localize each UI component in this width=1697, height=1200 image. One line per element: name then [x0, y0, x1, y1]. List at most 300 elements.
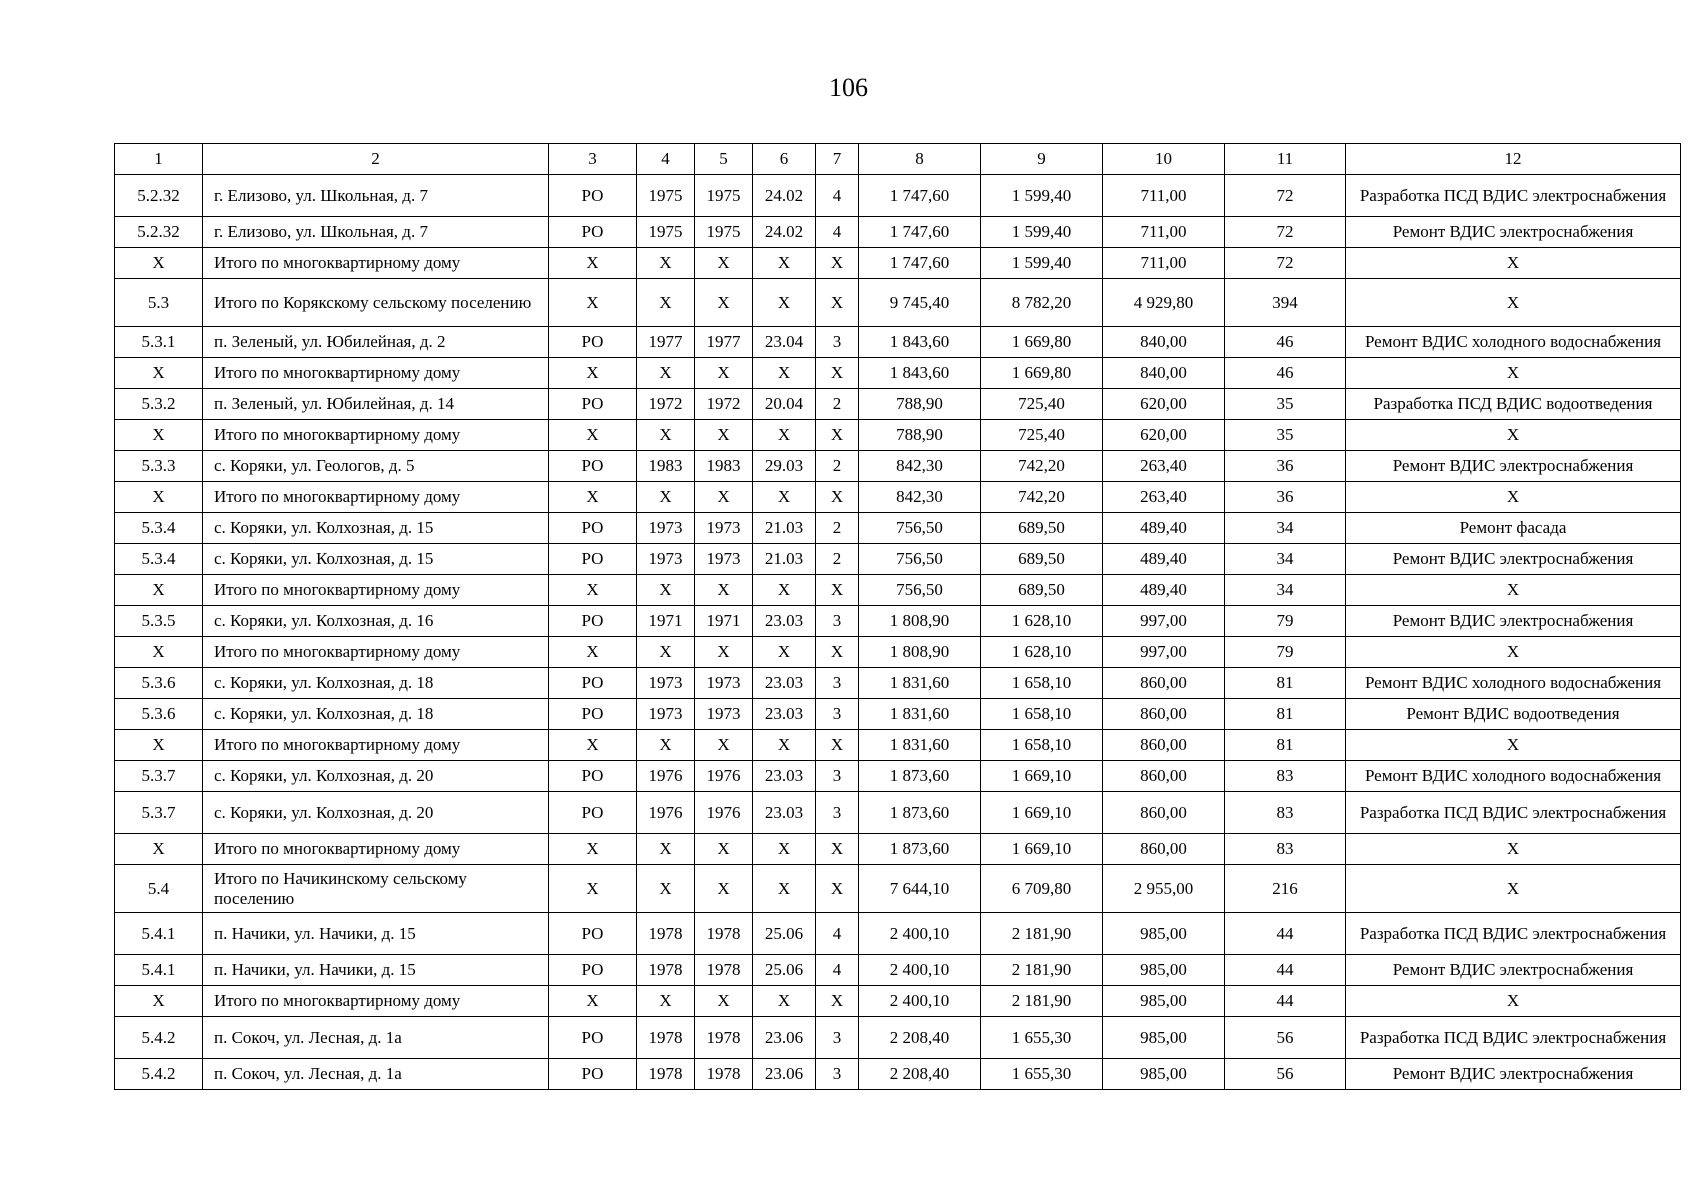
wall-material-cell: 29.03	[753, 451, 816, 482]
work-type-cell: Х	[1346, 248, 1681, 279]
residents-cell: 72	[1225, 217, 1346, 248]
table-row	[115, 865, 1681, 913]
residents-cell: 394	[1225, 279, 1346, 327]
wall-material-cell: 21.03	[753, 513, 816, 544]
work-type-cell: Разработка ПСД ВДИС электроснабжения	[1346, 792, 1681, 834]
residents-cell: 216	[1225, 865, 1346, 913]
living-area-cell: 1 669,80	[981, 327, 1103, 358]
year-built-cell: 1977	[637, 327, 695, 358]
total-area-cell: 756,50	[859, 575, 981, 606]
method-cell: Х	[549, 575, 637, 606]
work-type-cell: Х	[1346, 637, 1681, 668]
floors-cell: Х	[816, 482, 859, 513]
column-number-header: 3	[549, 144, 637, 175]
cost-cell: 985,00	[1103, 1017, 1225, 1059]
cost-cell: 489,40	[1103, 513, 1225, 544]
wall-material-cell: Х	[753, 420, 816, 451]
total-area-cell: 1 831,60	[859, 730, 981, 761]
residents-cell: 81	[1225, 730, 1346, 761]
method-cell: Х	[549, 834, 637, 865]
cost-cell: 263,40	[1103, 451, 1225, 482]
total-area-cell: 1 747,60	[859, 175, 981, 217]
floors-cell: Х	[816, 420, 859, 451]
total-area-cell: 842,30	[859, 451, 981, 482]
item-number-cell: 5.3.2	[115, 389, 203, 420]
year-commissioned-cell: 1975	[695, 217, 753, 248]
method-cell: РО	[549, 1059, 637, 1090]
capital-repair-table	[114, 143, 1681, 1090]
total-area-cell: 1 873,60	[859, 834, 981, 865]
address-cell: с. Коряки, ул. Колхозная, д. 20	[203, 792, 549, 834]
method-cell: РО	[549, 761, 637, 792]
wall-material-cell: 23.03	[753, 761, 816, 792]
cost-cell: 711,00	[1103, 248, 1225, 279]
year-built-cell: 1978	[637, 955, 695, 986]
year-commissioned-cell: 1972	[695, 389, 753, 420]
column-number-header: 9	[981, 144, 1103, 175]
wall-material-cell: 23.03	[753, 699, 816, 730]
living-area-cell: 1 655,30	[981, 1017, 1103, 1059]
method-cell: РО	[549, 327, 637, 358]
item-number-cell: Х	[115, 358, 203, 389]
method-cell: Х	[549, 482, 637, 513]
year-commissioned-cell: 1973	[695, 699, 753, 730]
floors-cell: 3	[816, 327, 859, 358]
cost-cell: 489,40	[1103, 544, 1225, 575]
cost-cell: 860,00	[1103, 761, 1225, 792]
year-built-cell: Х	[637, 279, 695, 327]
table-row	[115, 730, 1681, 761]
year-built-cell: 1971	[637, 606, 695, 637]
work-type-cell: Ремонт ВДИС электроснабжения	[1346, 217, 1681, 248]
item-number-cell: 5.3.5	[115, 606, 203, 637]
total-area-cell: 1 843,60	[859, 358, 981, 389]
work-type-cell: Разработка ПСД ВДИС электроснабжения	[1346, 1017, 1681, 1059]
wall-material-cell: Х	[753, 730, 816, 761]
wall-material-cell: Х	[753, 279, 816, 327]
method-cell: Х	[549, 865, 637, 913]
living-area-cell: 1 669,80	[981, 358, 1103, 389]
work-type-cell: Х	[1346, 420, 1681, 451]
table-row	[115, 792, 1681, 834]
residents-cell: 79	[1225, 606, 1346, 637]
table-row	[115, 248, 1681, 279]
address-cell: Итого по многоквартирному дому	[203, 986, 549, 1017]
floors-cell: Х	[816, 358, 859, 389]
residents-cell: 83	[1225, 761, 1346, 792]
total-area-cell: 1 747,60	[859, 248, 981, 279]
year-built-cell: 1978	[637, 1059, 695, 1090]
year-commissioned-cell: Х	[695, 248, 753, 279]
table-row	[115, 913, 1681, 955]
residents-cell: 34	[1225, 575, 1346, 606]
year-built-cell: 1978	[637, 1017, 695, 1059]
residents-cell: 83	[1225, 834, 1346, 865]
floors-cell: 3	[816, 1017, 859, 1059]
cost-cell: 997,00	[1103, 637, 1225, 668]
method-cell: РО	[549, 699, 637, 730]
method-cell: Х	[549, 248, 637, 279]
cost-cell: 985,00	[1103, 986, 1225, 1017]
wall-material-cell: Х	[753, 575, 816, 606]
year-commissioned-cell: Х	[695, 986, 753, 1017]
item-number-cell: 5.2.32	[115, 217, 203, 248]
cost-cell: 985,00	[1103, 1059, 1225, 1090]
table-row	[115, 668, 1681, 699]
year-commissioned-cell: Х	[695, 279, 753, 327]
column-number-header: 11	[1225, 144, 1346, 175]
wall-material-cell: Х	[753, 248, 816, 279]
year-commissioned-cell: 1978	[695, 955, 753, 986]
table-row	[115, 544, 1681, 575]
living-area-cell: 1 599,40	[981, 248, 1103, 279]
method-cell: Х	[549, 730, 637, 761]
item-number-cell: Х	[115, 420, 203, 451]
item-number-cell: 5.3.6	[115, 668, 203, 699]
item-number-cell: 5.3.1	[115, 327, 203, 358]
cost-cell: 263,40	[1103, 482, 1225, 513]
year-commissioned-cell: 1973	[695, 668, 753, 699]
floors-cell: 2	[816, 513, 859, 544]
item-number-cell: Х	[115, 834, 203, 865]
work-type-cell: Х	[1346, 986, 1681, 1017]
living-area-cell: 1 658,10	[981, 699, 1103, 730]
floors-cell: 4	[816, 913, 859, 955]
address-cell: г. Елизово, ул. Школьная, д. 7	[203, 175, 549, 217]
table-row	[115, 358, 1681, 389]
year-commissioned-cell: Х	[695, 420, 753, 451]
wall-material-cell: 24.02	[753, 175, 816, 217]
address-cell: с. Коряки, ул. Колхозная, д. 20	[203, 761, 549, 792]
work-type-cell: Х	[1346, 482, 1681, 513]
year-built-cell: 1973	[637, 668, 695, 699]
year-built-cell: Х	[637, 986, 695, 1017]
residents-cell: 56	[1225, 1017, 1346, 1059]
year-built-cell: Х	[637, 730, 695, 761]
residents-cell: 35	[1225, 389, 1346, 420]
cost-cell: 985,00	[1103, 955, 1225, 986]
residents-cell: 44	[1225, 955, 1346, 986]
address-cell: Итого по многоквартирному дому	[203, 482, 549, 513]
cost-cell: 4 929,80	[1103, 279, 1225, 327]
residents-cell: 72	[1225, 248, 1346, 279]
cost-cell: 997,00	[1103, 606, 1225, 637]
residents-cell: 36	[1225, 451, 1346, 482]
wall-material-cell: 25.06	[753, 955, 816, 986]
address-cell: Итого по Корякскому сельскому поселению	[203, 279, 549, 327]
table-row	[115, 279, 1681, 327]
method-cell: РО	[549, 606, 637, 637]
living-area-cell: 1 658,10	[981, 668, 1103, 699]
address-cell: с. Коряки, ул. Колхозная, д. 18	[203, 699, 549, 730]
table-row	[115, 451, 1681, 482]
item-number-cell: 5.2.32	[115, 175, 203, 217]
total-area-cell: 9 745,40	[859, 279, 981, 327]
total-area-cell: 7 644,10	[859, 865, 981, 913]
work-type-cell: Х	[1346, 358, 1681, 389]
total-area-cell: 1 808,90	[859, 606, 981, 637]
table-row	[115, 327, 1681, 358]
residents-cell: 46	[1225, 358, 1346, 389]
residents-cell: 72	[1225, 175, 1346, 217]
wall-material-cell: 25.06	[753, 913, 816, 955]
total-area-cell: 2 208,40	[859, 1059, 981, 1090]
table-row	[115, 175, 1681, 217]
living-area-cell: 1 599,40	[981, 217, 1103, 248]
column-number-header: 7	[816, 144, 859, 175]
wall-material-cell: Х	[753, 986, 816, 1017]
column-number-header: 6	[753, 144, 816, 175]
address-cell: с. Коряки, ул. Колхозная, д. 15	[203, 544, 549, 575]
year-built-cell: Х	[637, 865, 695, 913]
residents-cell: 36	[1225, 482, 1346, 513]
wall-material-cell: 23.06	[753, 1017, 816, 1059]
floors-cell: 3	[816, 761, 859, 792]
method-cell: РО	[549, 668, 637, 699]
address-cell: Итого по многоквартирному дому	[203, 575, 549, 606]
cost-cell: 860,00	[1103, 730, 1225, 761]
column-number-header: 5	[695, 144, 753, 175]
method-cell: Х	[549, 986, 637, 1017]
residents-cell: 35	[1225, 420, 1346, 451]
year-commissioned-cell: 1971	[695, 606, 753, 637]
total-area-cell: 788,90	[859, 420, 981, 451]
year-built-cell: Х	[637, 834, 695, 865]
column-number-header: 4	[637, 144, 695, 175]
column-number-header: 8	[859, 144, 981, 175]
year-commissioned-cell: Х	[695, 730, 753, 761]
residents-cell: 81	[1225, 668, 1346, 699]
wall-material-cell: Х	[753, 358, 816, 389]
wall-material-cell: Х	[753, 482, 816, 513]
living-area-cell: 2 181,90	[981, 913, 1103, 955]
item-number-cell: 5.3.7	[115, 761, 203, 792]
year-built-cell: Х	[637, 358, 695, 389]
cost-cell: 489,40	[1103, 575, 1225, 606]
work-type-cell: Ремонт ВДИС холодного водоснабжения	[1346, 668, 1681, 699]
residents-cell: 34	[1225, 544, 1346, 575]
living-area-cell: 725,40	[981, 420, 1103, 451]
year-commissioned-cell: Х	[695, 865, 753, 913]
residents-cell: 83	[1225, 792, 1346, 834]
total-area-cell: 1 747,60	[859, 217, 981, 248]
total-area-cell: 2 208,40	[859, 1017, 981, 1059]
year-built-cell: Х	[637, 575, 695, 606]
floors-cell: 3	[816, 699, 859, 730]
table-row	[115, 513, 1681, 544]
residents-cell: 56	[1225, 1059, 1346, 1090]
method-cell: РО	[549, 451, 637, 482]
total-area-cell: 842,30	[859, 482, 981, 513]
address-cell: Итого по многоквартирному дому	[203, 358, 549, 389]
wall-material-cell: 23.03	[753, 792, 816, 834]
living-area-cell: 689,50	[981, 575, 1103, 606]
cost-cell: 711,00	[1103, 175, 1225, 217]
year-built-cell: Х	[637, 482, 695, 513]
method-cell: РО	[549, 955, 637, 986]
residents-cell: 44	[1225, 913, 1346, 955]
column-number-header: 2	[203, 144, 549, 175]
address-cell: п. Сокоч, ул. Лесная, д. 1а	[203, 1017, 549, 1059]
wall-material-cell: Х	[753, 865, 816, 913]
residents-cell: 81	[1225, 699, 1346, 730]
table-row	[115, 761, 1681, 792]
wall-material-cell: Х	[753, 637, 816, 668]
total-area-cell: 2 400,10	[859, 986, 981, 1017]
work-type-cell: Ремонт ВДИС электроснабжения	[1346, 1059, 1681, 1090]
method-cell: Х	[549, 358, 637, 389]
living-area-cell: 689,50	[981, 544, 1103, 575]
work-type-cell: Ремонт ВДИС электроснабжения	[1346, 451, 1681, 482]
residents-cell: 79	[1225, 637, 1346, 668]
living-area-cell: 2 181,90	[981, 955, 1103, 986]
living-area-cell: 2 181,90	[981, 986, 1103, 1017]
year-commissioned-cell: Х	[695, 637, 753, 668]
address-cell: п. Сокоч, ул. Лесная, д. 1а	[203, 1059, 549, 1090]
item-number-cell: Х	[115, 986, 203, 1017]
floors-cell: Х	[816, 575, 859, 606]
wall-material-cell: 23.03	[753, 668, 816, 699]
floors-cell: Х	[816, 834, 859, 865]
method-cell: Х	[549, 279, 637, 327]
item-number-cell: Х	[115, 575, 203, 606]
address-cell: Итого по многоквартирному дому	[203, 730, 549, 761]
floors-cell: 2	[816, 544, 859, 575]
method-cell: РО	[549, 217, 637, 248]
column-number-header: 1	[115, 144, 203, 175]
year-built-cell: 1973	[637, 544, 695, 575]
cost-cell: 985,00	[1103, 913, 1225, 955]
work-type-cell: Ремонт ВДИС электроснабжения	[1346, 544, 1681, 575]
work-type-cell: Х	[1346, 834, 1681, 865]
year-commissioned-cell: 1978	[695, 1059, 753, 1090]
work-type-cell: Ремонт ВДИС холодного водоснабжения	[1346, 761, 1681, 792]
work-type-cell: Х	[1346, 730, 1681, 761]
address-cell: Итого по многоквартирному дому	[203, 248, 549, 279]
cost-cell: 860,00	[1103, 699, 1225, 730]
address-cell: с. Коряки, ул. Колхозная, д. 18	[203, 668, 549, 699]
address-cell: п. Начики, ул. Начики, д. 15	[203, 913, 549, 955]
method-cell: РО	[549, 175, 637, 217]
total-area-cell: 2 400,10	[859, 955, 981, 986]
method-cell: РО	[549, 913, 637, 955]
table-row	[115, 1059, 1681, 1090]
table-row	[115, 420, 1681, 451]
total-area-cell: 1 873,60	[859, 792, 981, 834]
table-row	[115, 482, 1681, 513]
item-number-cell: Х	[115, 730, 203, 761]
address-cell: Итого по многоквартирному дому	[203, 420, 549, 451]
address-cell: с. Коряки, ул. Колхозная, д. 15	[203, 513, 549, 544]
item-number-cell: 5.3.4	[115, 513, 203, 544]
work-type-cell: Разработка ПСД ВДИС водоотведения	[1346, 389, 1681, 420]
address-cell: с. Коряки, ул. Геологов, д. 5	[203, 451, 549, 482]
item-number-cell: 5.4.2	[115, 1059, 203, 1090]
year-built-cell: 1973	[637, 513, 695, 544]
year-built-cell: 1972	[637, 389, 695, 420]
address-cell: Итого по многоквартирному дому	[203, 637, 549, 668]
year-commissioned-cell: 1978	[695, 1017, 753, 1059]
table-row	[115, 389, 1681, 420]
method-cell: РО	[549, 544, 637, 575]
cost-cell: 620,00	[1103, 420, 1225, 451]
work-type-cell: Ремонт ВДИС холодного водоснабжения	[1346, 327, 1681, 358]
work-type-cell: Ремонт ВДИС электроснабжения	[1346, 955, 1681, 986]
item-number-cell: 5.3.4	[115, 544, 203, 575]
living-area-cell: 1 669,10	[981, 834, 1103, 865]
table-row	[115, 986, 1681, 1017]
item-number-cell: Х	[115, 248, 203, 279]
total-area-cell: 1 843,60	[859, 327, 981, 358]
living-area-cell: 725,40	[981, 389, 1103, 420]
living-area-cell: 1 669,10	[981, 761, 1103, 792]
item-number-cell: 5.4.2	[115, 1017, 203, 1059]
year-built-cell: 1976	[637, 761, 695, 792]
floors-cell: 3	[816, 1059, 859, 1090]
year-commissioned-cell: 1973	[695, 513, 753, 544]
year-commissioned-cell: 1976	[695, 761, 753, 792]
method-cell: РО	[549, 513, 637, 544]
residents-cell: 34	[1225, 513, 1346, 544]
total-area-cell: 2 400,10	[859, 913, 981, 955]
year-built-cell: Х	[637, 420, 695, 451]
item-number-cell: 5.3	[115, 279, 203, 327]
living-area-cell: 8 782,20	[981, 279, 1103, 327]
year-built-cell: 1976	[637, 792, 695, 834]
address-cell: с. Коряки, ул. Колхозная, д. 16	[203, 606, 549, 637]
cost-cell: 840,00	[1103, 358, 1225, 389]
address-cell: п. Начики, ул. Начики, д. 15	[203, 955, 549, 986]
wall-material-cell: 24.02	[753, 217, 816, 248]
item-number-cell: Х	[115, 482, 203, 513]
floors-cell: 3	[816, 606, 859, 637]
work-type-cell: Х	[1346, 279, 1681, 327]
address-cell: Итого по Начикинскому сельскому поселению	[203, 865, 549, 913]
item-number-cell: 5.4	[115, 865, 203, 913]
living-area-cell: 1 628,10	[981, 637, 1103, 668]
year-commissioned-cell: 1976	[695, 792, 753, 834]
year-built-cell: 1975	[637, 217, 695, 248]
year-commissioned-cell: 1975	[695, 175, 753, 217]
address-cell: г. Елизово, ул. Школьная, д. 7	[203, 217, 549, 248]
table-row	[115, 834, 1681, 865]
floors-cell: 3	[816, 668, 859, 699]
living-area-cell: 6 709,80	[981, 865, 1103, 913]
living-area-cell: 1 628,10	[981, 606, 1103, 637]
item-number-cell: 5.3.6	[115, 699, 203, 730]
living-area-cell: 689,50	[981, 513, 1103, 544]
living-area-cell: 1 655,30	[981, 1059, 1103, 1090]
item-number-cell: 5.4.1	[115, 955, 203, 986]
total-area-cell: 1 808,90	[859, 637, 981, 668]
floors-cell: Х	[816, 986, 859, 1017]
floors-cell: Х	[816, 730, 859, 761]
method-cell: Х	[549, 420, 637, 451]
residents-cell: 46	[1225, 327, 1346, 358]
table-row	[115, 575, 1681, 606]
floors-cell: Х	[816, 865, 859, 913]
table-row	[115, 1017, 1681, 1059]
item-number-cell: Х	[115, 637, 203, 668]
cost-cell: 860,00	[1103, 668, 1225, 699]
work-type-cell: Разработка ПСД ВДИС электроснабжения	[1346, 913, 1681, 955]
address-cell: Итого по многоквартирному дому	[203, 834, 549, 865]
page-number: 106	[829, 73, 868, 102]
total-area-cell: 756,50	[859, 513, 981, 544]
total-area-cell: 788,90	[859, 389, 981, 420]
work-type-cell: Ремонт ВДИС электроснабжения	[1346, 606, 1681, 637]
table-row	[115, 606, 1681, 637]
